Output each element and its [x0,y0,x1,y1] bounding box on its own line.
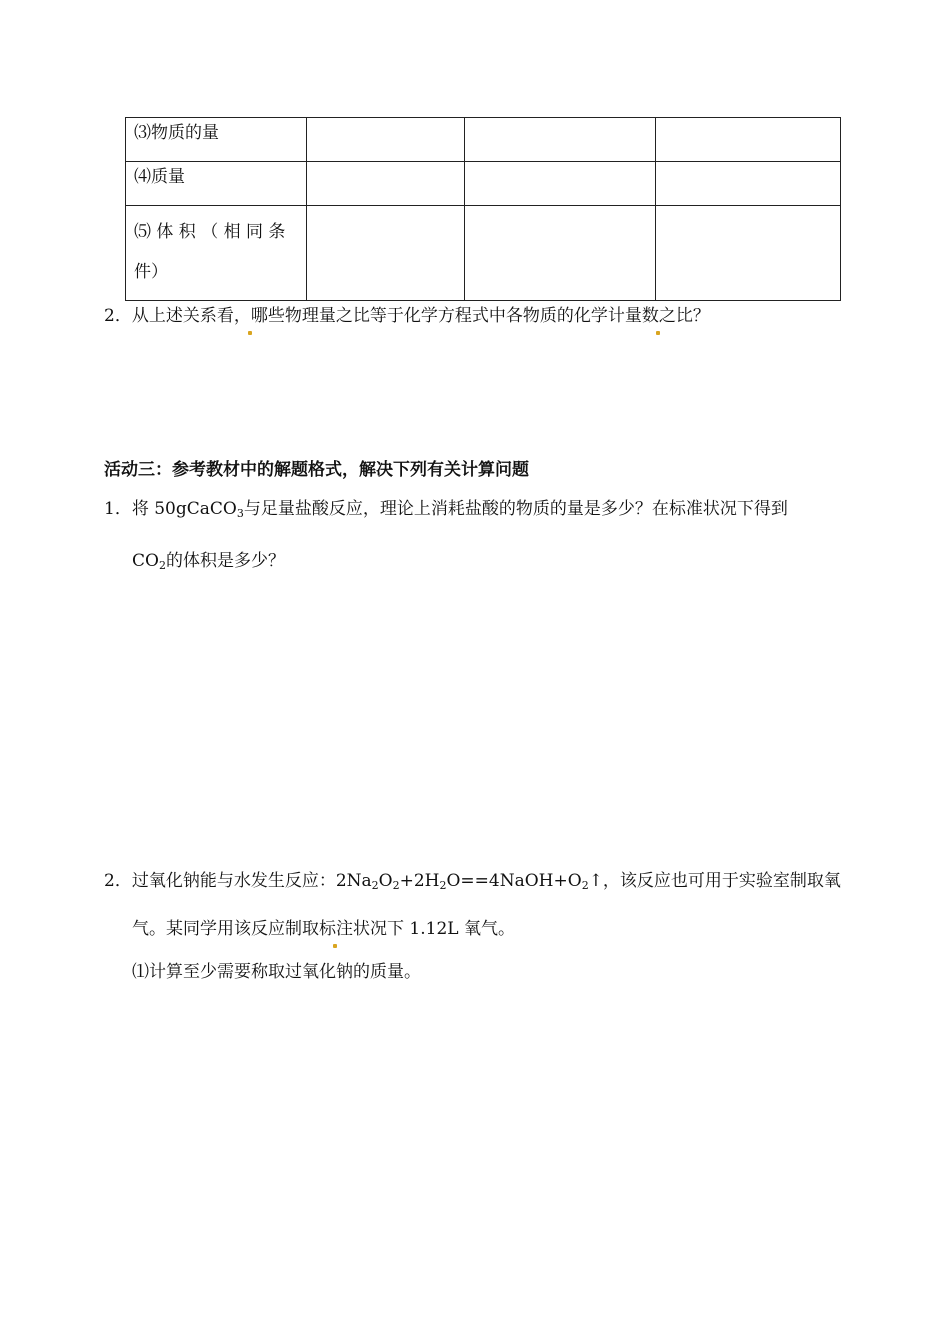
eq-part: +2H [399,871,440,891]
table-cell [465,162,656,206]
table-cell [465,118,656,162]
table-cell [307,206,465,301]
question-text: 从上述关系看， [131,306,251,326]
question-text: ↑，该反应也可用于实验室制取氧 [588,871,841,891]
eq-part: 2Na [335,871,372,891]
question-text: 之比？ [658,306,710,326]
subscript: 2 [581,879,589,892]
table-cell [307,118,465,162]
table-cell [307,162,465,206]
question-number: 2． [104,871,132,891]
row-label-volume-line1: ⑸ 体 积 （ 相 同 条 [134,222,286,242]
question-2-line1 [104,866,841,891]
table-cell [465,206,656,301]
question-prev-2 [104,301,710,326]
question-text: 气。某同学用该反应制取标 [132,919,336,939]
question-text: 过氧化钠能与水发生反应： [131,871,336,891]
question-number: 1． [104,499,132,519]
question-2-line2 [132,914,515,939]
question-text: 注状况下 1.12L 氧气。 [336,919,515,939]
eq-part: O [378,871,393,891]
question-1-line1 [104,494,788,519]
row-label-volume-line2: 件） [134,262,168,282]
table-cell [656,162,841,206]
table-cell [656,118,841,162]
eq-part: O==4NaOH+O [446,871,582,891]
question-2-sub1: ⑴计算至少需要称取过氧化钠的质量。 [132,962,421,982]
question-text: 哪些物理量之比等于化学方程式中各物质的化学计量数 [250,306,659,326]
row-label-mass: ⑷质量 [126,162,307,206]
subscript: 2 [158,559,166,572]
subscript: 2 [371,879,379,892]
chemical-equation [336,871,589,891]
question-text: 的体积是多少？ [165,551,285,571]
activity-heading: 活动三：参考教材中的解题格式，解决下列有关计算问题 [104,460,529,480]
row-label-volume [126,206,307,301]
row-label-amount: ⑶物质的量 [126,118,307,162]
question-number: 2． [104,306,132,326]
question-1-line2 [132,546,285,571]
subscript: 3 [236,507,244,520]
table-row [126,118,841,162]
subscript: 2 [439,879,447,892]
question-text: 与足量盐酸反应，理论上消耗盐酸的物质的量是多少？在标准状况下得到 [243,499,788,519]
table-row [126,206,841,301]
question-text: CO [132,551,159,571]
table-row [126,162,841,206]
subscript: 2 [392,879,400,892]
table-cell [656,206,841,301]
question-text: 将 50gCaCO [131,499,237,519]
comparison-table [125,117,841,301]
